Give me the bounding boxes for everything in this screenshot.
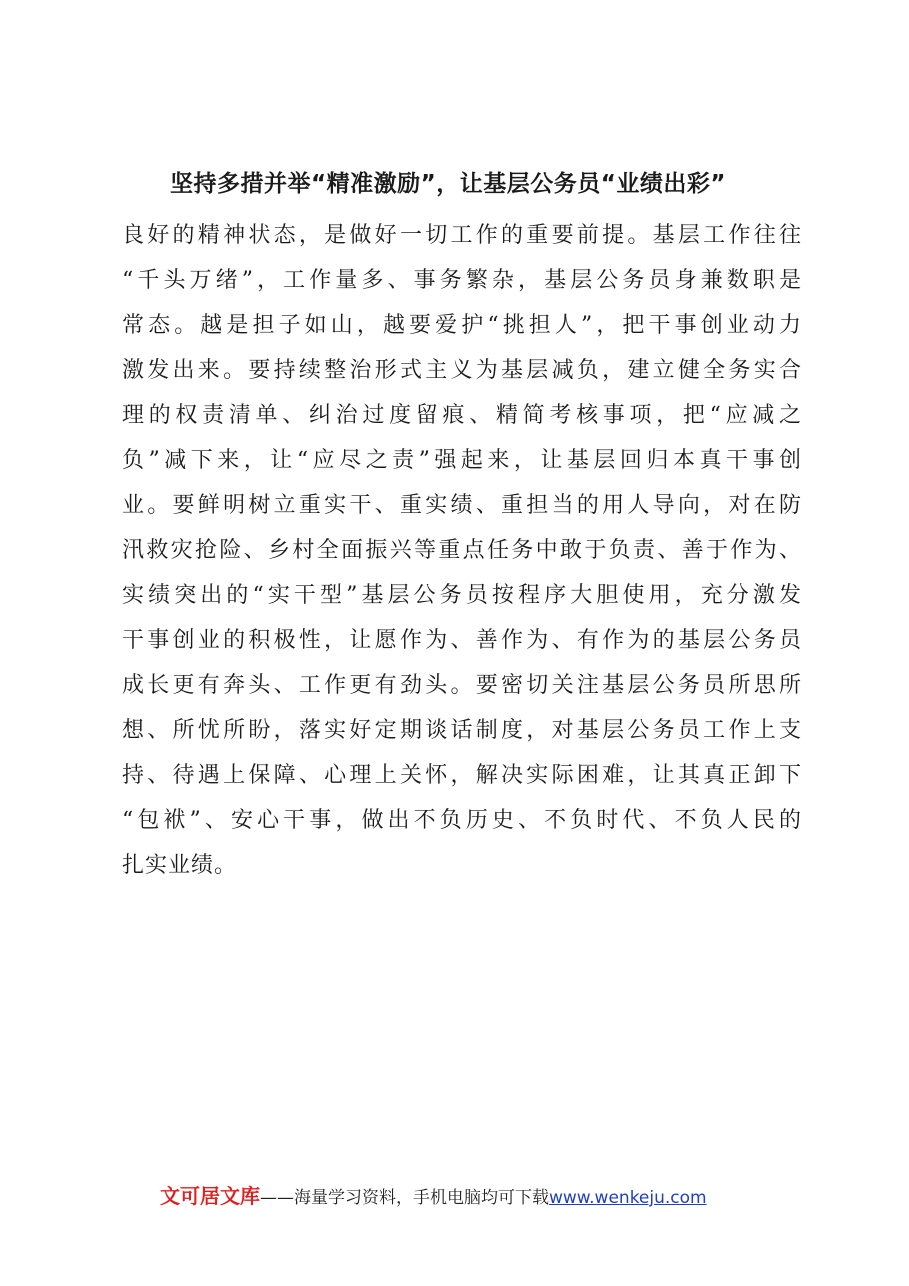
body-line: 汛救灾抢险、乡村全面振兴等重点任务中敢于负责、善于作为、 [122,538,802,563]
body-line: 理的权责清单、纠治过度留痕、精简考核事项，把“应减之 [122,403,802,428]
body-line: 实绩突出的“实干型”基层公务员按程序大胆使用，充分激发 [122,583,802,608]
footer-tagline: ——海量学习资料，手机电脑均可下载 [260,1188,549,1208]
body-line: 激发出来。要持续整治形式主义为基层减负，建立健全务实合 [122,358,802,383]
footer-website-link[interactable]: www.wenkeju.com [549,1188,707,1208]
footer-brand: 文可居文库 [160,1184,260,1208]
footer-banner [160,1181,820,1213]
body-line: 干事创业的积极性，让愿作为、善作为、有作为的基层公务员 [122,628,802,653]
body-line: 持、待遇上保障、心理上关怀，解决实际困难，让其真正卸下 [122,763,802,788]
body-line: “千头万绪”，工作量多、事务繁杂，基层公务员身兼数职是 [122,268,802,293]
body-line: 扎实业绩。 [122,853,238,878]
body-line: 成长更有奔头、工作更有劲头。要密切关注基层公务员所思所 [122,673,802,698]
body-line: 良好的精神状态，是做好一切工作的重要前提。基层工作往往 [122,223,802,248]
article-body [122,213,802,888]
body-line: 负”减下来，让“应尽之责”强起来，让基层回归本真干事创 [122,448,802,473]
body-line: 想、所忧所盼，落实好定期谈话制度，对基层公务员工作上支 [122,718,802,743]
body-line: 业。要鲜明树立重实干、重实绩、重担当的用人导向，对在防 [122,493,802,518]
body-line: 常态。越是担子如山，越要爱护“挑担人”，把干事创业动力 [122,313,802,338]
body-line: “包袱”、安心干事，做出不负历史、不负时代、不负人民的 [122,808,802,833]
article-title: 坚持多措并举“精准激励”，让基层公务员“业绩出彩” [170,171,726,197]
